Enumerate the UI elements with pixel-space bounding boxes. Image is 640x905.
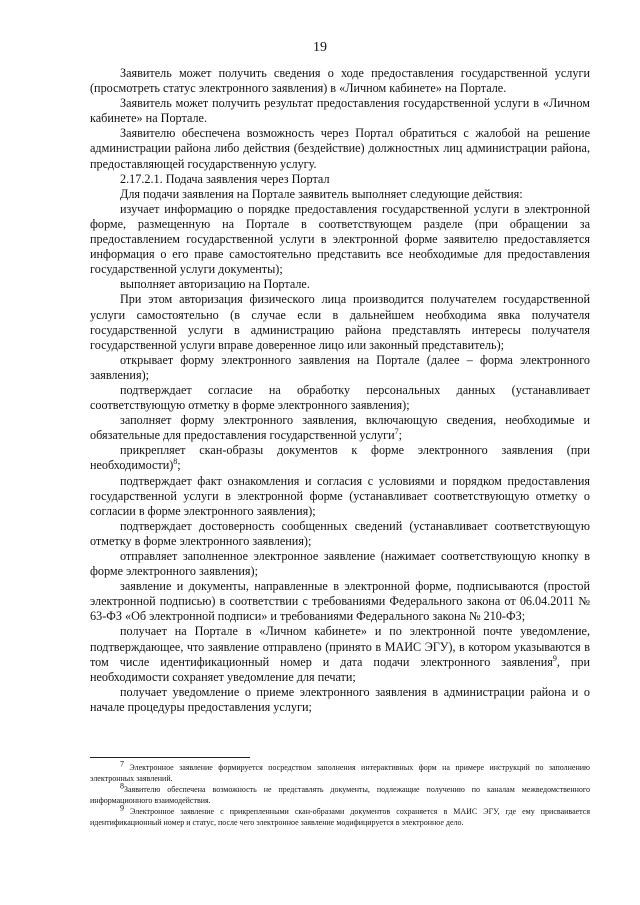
footnote-ref[interactable]: 7 [394, 427, 399, 437]
body-text [90, 66, 590, 715]
footnote-ref[interactable]: 9 [552, 653, 557, 663]
footnote [90, 781, 590, 806]
paragraph: подтверждает факт ознакомления и согласия с условиями и порядком предоставления государственной услуги в электронной форме (устанавливает соответствующую отметку о согласии в форме электронного заявления); [90, 473, 590, 518]
footnote-number: 9 [120, 803, 124, 813]
paragraph: выполняет авторизацию на Портале. [120, 277, 310, 292]
paragraph: подтверждает согласие на обработку персональных данных (устанавливает соответствующую отметку в форме электронного заявления); [90, 382, 590, 413]
paragraph: получает уведомление о приеме электронного заявления в администрации района и о начале процедуры предоставления услуги; [90, 684, 590, 714]
paragraph: Заявитель может получить результат предоставления государственной услуги в «Личном кабинете» на Портале. [90, 96, 590, 126]
footnote-number: 7 [120, 759, 124, 769]
paragraph: При этом авторизация физического лица производится получателем государственной услуги самостоятельно (в случае если в дальнейшем необходима явка получателя государственной услуги в администрацию района представлять интересы получателя государственной услуги вправе доверенное лицо или законный представитель); [90, 292, 590, 352]
paragraph [90, 413, 590, 443]
paragraph-tail: ; [398, 428, 403, 443]
section-heading: 2.17.2.1. Подача заявления через Портал [120, 171, 330, 186]
paragraph: отправляет заполненное электронное заявление (нажимает соответствующую кнопку в форме электронного заявления); [90, 549, 590, 579]
footnote-number: 8 [120, 781, 124, 791]
paragraph: Для подачи заявления на Портале заявитель выполняет следующие действия: [120, 186, 523, 201]
footnote-ref[interactable]: 8 [173, 457, 178, 467]
footnote-text: Электронное заявление с прикрепленными скан-образами документов сохраняется в МАИС ЭГУ, где ему присваивается идентификационный номер и статус, после чего электронное заявление модифицируется в электронное дело. [90, 807, 590, 827]
paragraph-tail: , при необходимости сохраняет уведомление для печати; [90, 654, 590, 684]
footnote-text: Электронное заявление формируется посредством заполнения интерактивных форм на примере инструкций по заполнению электронных заявлений. [90, 763, 591, 783]
paragraph-text: получает на Портале в «Личном кабинете» и по электронной почте уведомление, подтверждающее, что заявление отправлено (принято в МАИС ЭГУ), в котором указываются в том числе идентификационный номер и дата подачи электронного заявления [90, 624, 590, 669]
footnote-divider [90, 757, 250, 758]
footnote [90, 803, 590, 828]
page-number: 19 [313, 40, 327, 55]
footnote [90, 759, 591, 784]
paragraph: Заявителю обеспечена возможность через Портал обратиться с жалобой на решение администрации района либо действия (бездействие) должностных лиц администрации района, предоставляющей государственную услугу. [90, 126, 590, 171]
paragraph [90, 443, 590, 473]
paragraph-tail: ; [177, 458, 181, 473]
paragraph: изучает информацию о порядке предоставления государственной услуги в электронной форме, размещенную на Портале в соответствующем разделе (при обращении за предоставлением государственной услуги в электронной форме заявителю предоставляется информация о его праве самостоятельно представить все необходимые для предоставления государственной услуги документы); [90, 201, 590, 277]
footnotes [90, 759, 591, 829]
paragraph-text: прикрепляет скан-образы документов к форме электронного заявления (при необходимости) [90, 443, 590, 473]
paragraph: Заявитель может получить сведения о ходе предоставления государственной услуги (просмотреть статус электронного заявления) в «Личном кабинете» на Портале. [90, 66, 590, 96]
paragraph [90, 624, 590, 684]
paragraph: открывает форму электронного заявления на Портале (далее – форма электронного заявления); [90, 352, 590, 382]
paragraph: заявление и документы, направленные в электронной форме, подписываются (простой электронной подписью) в соответствии с требованиями Федерального закона от 06.04.2011 № 63-ФЗ «Об электронной подписи» и требованиями Федерального закона № 210-ФЗ; [90, 579, 590, 624]
paragraph: подтверждает достоверность сообщенных сведений (устанавливает соответствующую отметку в форме электронного заявления); [90, 518, 590, 548]
footnote-text: Заявителю обеспечена возможность не представлять документы, подлежащие получению по каналам межведомственного информационного взаимодействия. [90, 785, 590, 805]
paragraph-text: заполняет форму электронного заявления, включающую сведения, необходимые и обязательные для предоставления государственной услуги [90, 413, 590, 443]
